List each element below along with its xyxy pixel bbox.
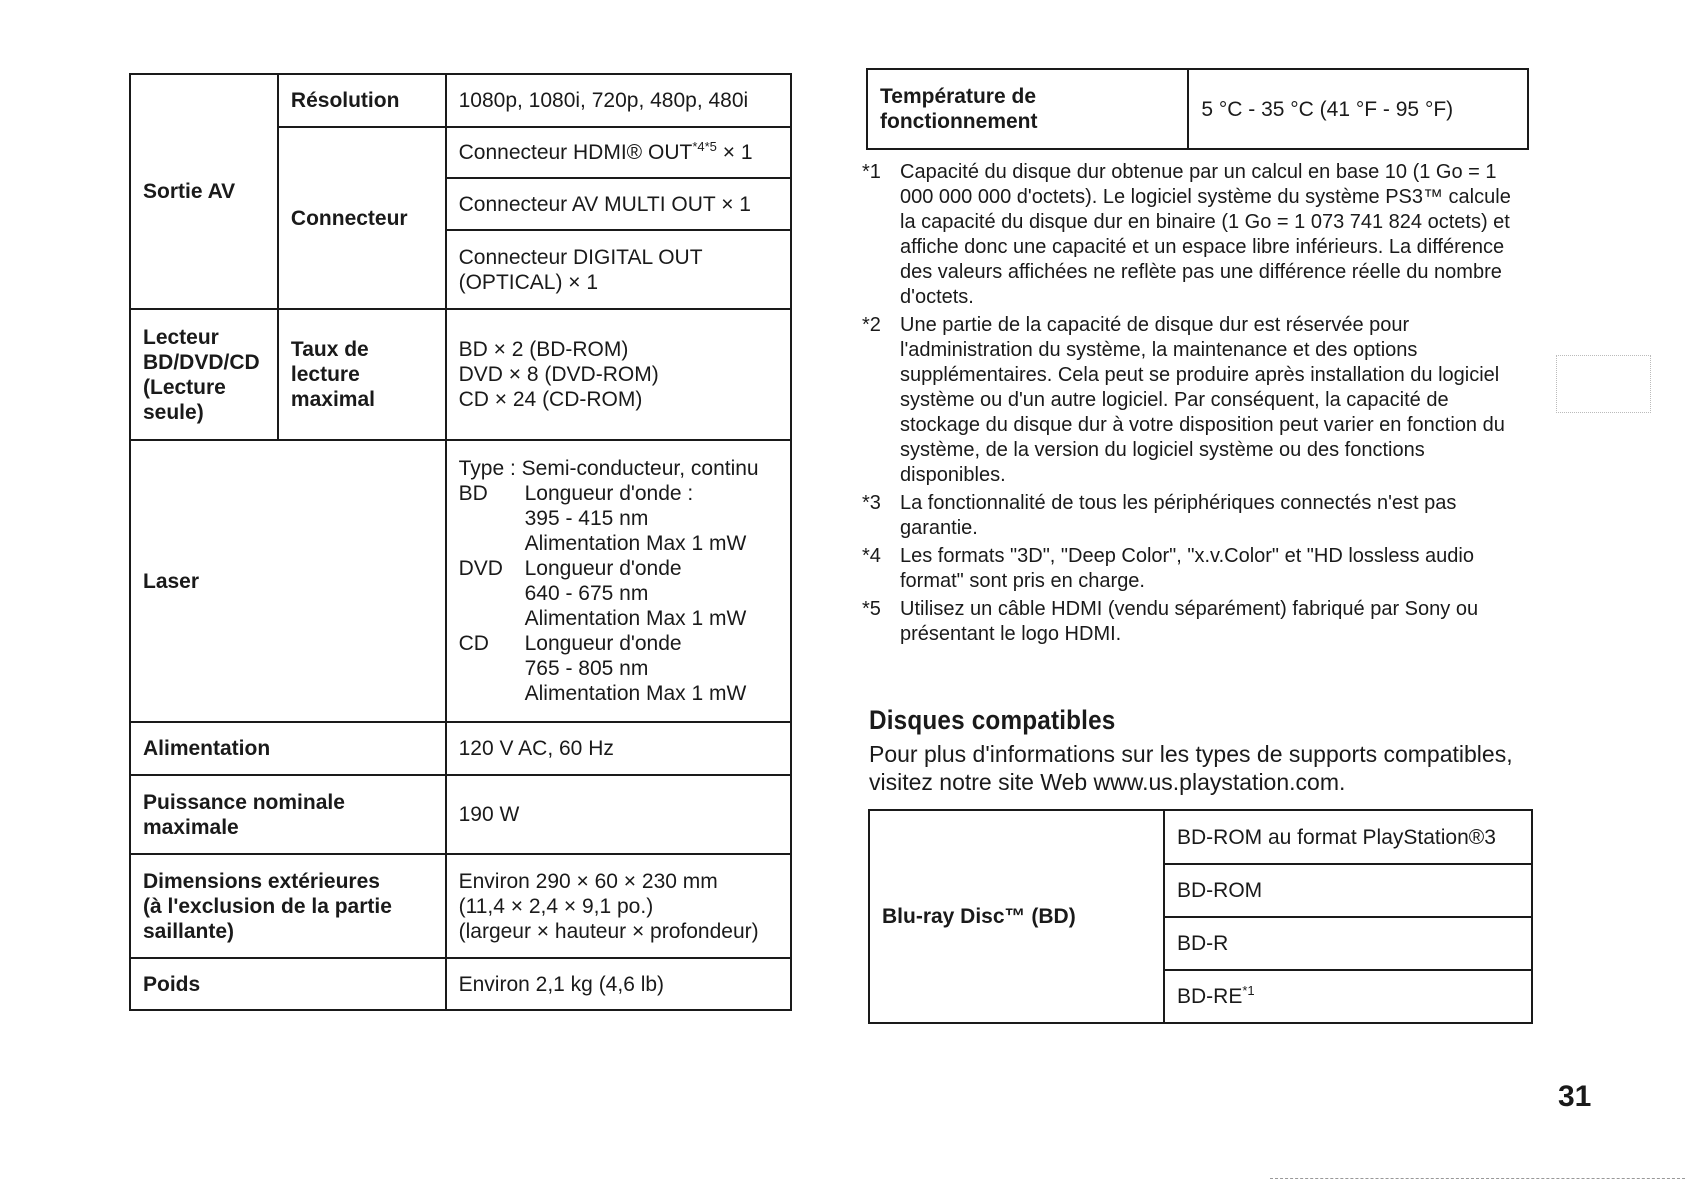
footnote-5-text: Utilisez un câble HDMI (vendu séparément) fabriqué par Sony ou présentant le logo HDMI. [900, 598, 1479, 645]
hdmi-footnote-ref: *4*5 [692, 139, 717, 154]
footnote-3-mark: *3 [862, 492, 881, 514]
hdmi-text: Connecteur HDMI® OUT [458, 141, 693, 164]
footnote-4 [862, 544, 1530, 594]
alimentation-label: Alimentation [130, 722, 446, 775]
spec-table [129, 73, 792, 1011]
dimensions-label-3: saillante) [143, 919, 235, 943]
puissance-label [130, 775, 446, 854]
footnote-4-mark: *4 [862, 545, 881, 567]
temperature-label-1: Température de [880, 85, 1036, 108]
laser-type: Type : Semi-conducteur, continu [458, 457, 759, 480]
side-tab-marker [1556, 355, 1651, 413]
footnote-1-text: Capacité du disque dur obtenue par un calcul en base 10 (1 Go = 1 000 000 000 d'octets). Le logiciel système du système PS3™ calcule la capacité du disque dur en binaire (1 Go = 1 073 741 824 octets) et affiche donc une capacité et un espace libre inférieurs. La différence des valeurs affichées ne reflète pas une différence réelle du nombre d'octets. [900, 161, 1511, 308]
poids-value: Environ 2,1 kg (4,6 lb) [446, 958, 791, 1010]
laser-cd-3: Alimentation Max 1 mW [524, 682, 747, 705]
dimensions-value-1: Environ 290 × 60 × 230 mm [458, 869, 718, 893]
read-rate-bd: BD × 2 (BD-ROM) [458, 338, 629, 361]
sortie-av-label: Sortie AV [130, 74, 278, 309]
laser-dvd-key: DVD [458, 557, 503, 580]
temperature-label [867, 69, 1188, 149]
read-rate-cd: CD × 24 (CD-ROM) [458, 388, 643, 411]
temperature-table [866, 68, 1529, 150]
section-title: Disques compatibles [869, 705, 1116, 735]
dimensions-value [446, 854, 791, 958]
laser-bd-2: 395 - 415 nm [524, 507, 649, 530]
laser-dvd-1: Longueur d'onde [524, 557, 682, 580]
footnotes [862, 160, 1530, 650]
footnote-2-text: Une partie de la capacité de disque dur est réservée pour l'administration du système, la maintenance et des options supplémentaires. Cela peut se produire après installation du logiciel système ou d'un autre logiciel. Par conséquent, la capacité de stockage du disque dur à votre disposition peut varier en fonction du système, de la version du logiciel système ou des fonctions disponibles. [900, 314, 1505, 486]
laser-cd-1: Longueur d'onde [524, 632, 682, 655]
page-number: 31 [1558, 1080, 1592, 1113]
footnote-2-mark: *2 [862, 314, 881, 336]
footnote-3 [862, 491, 1530, 541]
disc-item-bd-re [1164, 970, 1532, 1023]
bluray-label: Blu-ray Disc™ (BD) [869, 810, 1164, 1023]
dimensions-value-2: (11,4 × 2,4 × 9,1 po.) [458, 894, 654, 918]
resolution-value: 1080p, 1080i, 720p, 480p, 480i [446, 74, 791, 127]
laser-bd-1: Longueur d'onde : [524, 482, 694, 505]
footnote-1 [862, 160, 1530, 310]
hdmi-count: × 1 [716, 141, 753, 164]
laser-label: Laser [130, 440, 446, 722]
puissance-line-2: maximale [143, 815, 239, 839]
hdmi-connector [446, 127, 791, 178]
dimensions-label-1: Dimensions extérieures [143, 869, 380, 893]
laser-values [446, 440, 791, 722]
temperature-label-2: fonctionnement [880, 110, 1038, 133]
disc-item-bd-rom-ps3: BD-ROM au format PlayStation®3 [1164, 810, 1532, 864]
poids-label: Poids [130, 958, 446, 1010]
read-rate-line-3: maximal [290, 388, 375, 411]
compatible-discs-table [868, 809, 1533, 1024]
read-rate-label [278, 309, 446, 440]
read-rate-dvd: DVD × 8 (DVD-ROM) [458, 363, 659, 386]
dimensions-value-3: (largeur × hauteur × profondeur) [458, 919, 759, 943]
laser-cd-2: 765 - 805 nm [524, 657, 649, 680]
connecteur-label: Connecteur [278, 127, 446, 309]
puissance-value: 190 W [446, 775, 791, 854]
digital-out-line-2: (OPTICAL) × 1 [458, 270, 599, 294]
laser-dvd-row [459, 556, 778, 581]
av-multi-connector: Connecteur AV MULTI OUT × 1 [446, 178, 791, 230]
bd-re-footnote-ref: *1 [1242, 983, 1255, 998]
footnote-5 [862, 597, 1530, 647]
laser-dvd-3: Alimentation Max 1 mW [524, 607, 747, 630]
dimensions-label [130, 854, 446, 958]
lecteur-line-4: seule) [143, 400, 204, 424]
lecteur-line-1: Lecteur [143, 325, 219, 349]
lecteur-line-2: BD/DVD/CD [143, 350, 260, 374]
footnote-1-mark: *1 [862, 161, 881, 183]
read-rate-line-2: lecture [290, 363, 360, 386]
disc-item-bd-r: BD-R [1164, 917, 1532, 970]
laser-bd-3: Alimentation Max 1 mW [524, 532, 747, 555]
resolution-label: Résolution [278, 74, 446, 127]
read-rate-line-1: Taux de [290, 338, 369, 361]
temperature-value: 5 °C - 35 °C (41 °F - 95 °F) [1188, 69, 1528, 149]
bd-re-text: BD-RE [1177, 985, 1243, 1008]
puissance-line-1: Puissance nominale [143, 790, 345, 814]
footnote-4-text: Les formats "3D", "Deep Color", "x.v.Color" et "HD lossless audio format" sont pris en charge. [900, 545, 1474, 592]
digital-out-line-1: Connecteur DIGITAL OUT [458, 245, 703, 269]
disc-item-bd-rom: BD-ROM [1164, 864, 1532, 917]
footnote-5-mark: *5 [862, 598, 881, 620]
read-rate-values [446, 309, 791, 440]
dimensions-label-2: (à l'exclusion de la partie [143, 894, 392, 918]
digital-out-connector [446, 230, 791, 309]
lecteur-label [130, 309, 278, 440]
alimentation-value: 120 V AC, 60 Hz [446, 722, 791, 775]
bottom-rule [1270, 1178, 1685, 1179]
laser-bd-row [459, 481, 778, 506]
footnote-3-text: La fonctionnalité de tous les périphériques connectés n'est pas garantie. [900, 492, 1457, 539]
lecteur-line-3: (Lecture [143, 375, 226, 399]
section-text: Pour plus d'informations sur les types de supports compatibles, visitez notre site Web www.us.playstation.com. [869, 741, 1513, 795]
laser-cd-key: CD [458, 632, 489, 655]
laser-cd-row [459, 631, 778, 656]
laser-dvd-2: 640 - 675 nm [524, 582, 649, 605]
footnote-2 [862, 313, 1530, 488]
laser-bd-key: BD [458, 482, 488, 505]
